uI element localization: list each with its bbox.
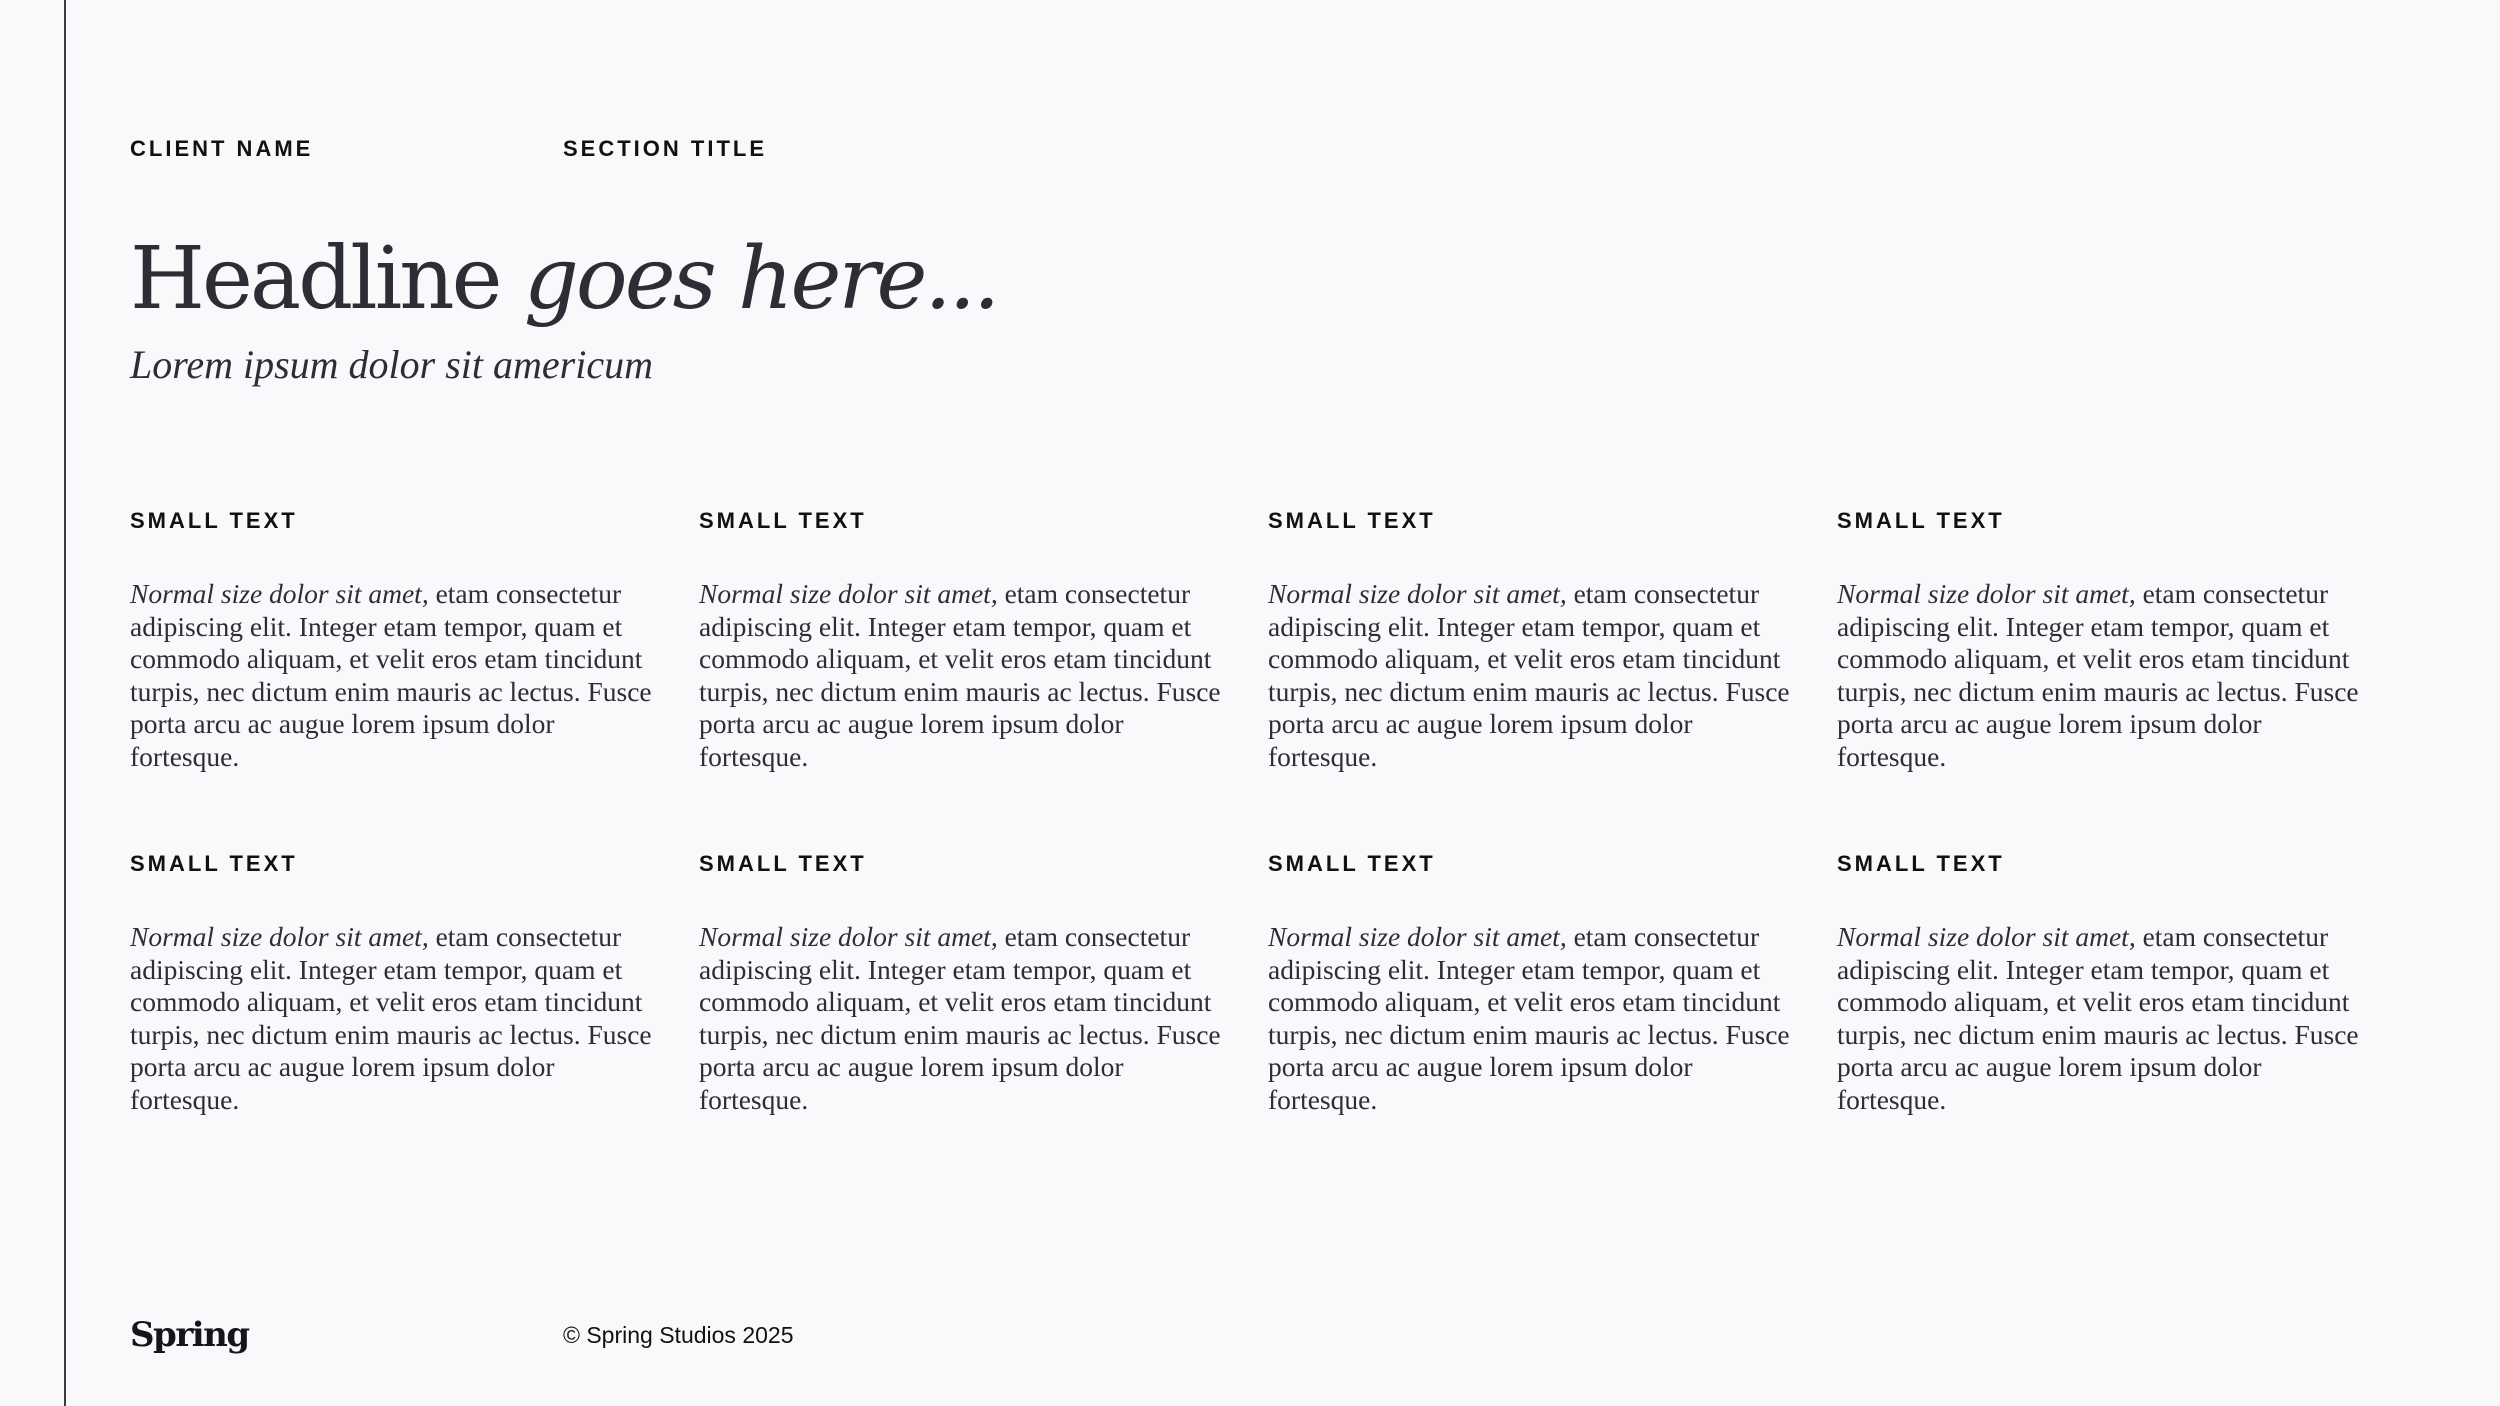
card-lead: Normal size dolor sit amet,: [699, 578, 998, 609]
card-body: [130, 921, 660, 1117]
card-label: SMALL TEXT: [130, 851, 298, 876]
text-card: [130, 849, 699, 1149]
card-body: [1268, 921, 1798, 1117]
card-lead: Normal size dolor sit amet,: [699, 921, 998, 952]
card-label: SMALL TEXT: [1268, 508, 1436, 533]
headline-regular: Headline: [130, 229, 524, 329]
card-lead: Normal size dolor sit amet,: [130, 578, 429, 609]
card-label: SMALL TEXT: [699, 851, 867, 876]
text-card: [699, 849, 1268, 1149]
headline: [130, 224, 997, 334]
client-name: CLIENT NAME: [130, 136, 314, 161]
card-text: etam consectetur adipiscing elit. Integer etam tempor, quam et commodo aliquam, et velit eros etam tincidunt turpis, nec dictum enim mauris ac lectus. Fusce porta arcu ac augue lorem ipsum dolor fortesque.: [130, 578, 652, 772]
card-label: SMALL TEXT: [1837, 851, 2005, 876]
subheadline: Lorem ipsum dolor sit americum: [130, 342, 653, 387]
card-lead: Normal size dolor sit amet,: [1268, 578, 1567, 609]
text-card: [1837, 849, 2370, 1149]
card-body: [130, 578, 660, 774]
headline-italic: goes here...: [523, 229, 998, 329]
text-card: [1268, 506, 1837, 849]
card-lead: Normal size dolor sit amet,: [1837, 578, 2136, 609]
left-vertical-rule: [64, 0, 66, 1406]
text-card: [1837, 506, 2370, 849]
card-text: etam consectetur adipiscing elit. Integer etam tempor, quam et commodo aliquam, et velit eros etam tincidunt turpis, nec dictum enim mauris ac lectus. Fusce porta arcu ac augue lorem ipsum dolor fortesque.: [130, 921, 652, 1115]
card-body: [1268, 578, 1798, 774]
card-body: [699, 578, 1229, 774]
section-title: SECTION TITLE: [563, 136, 767, 161]
card-text: etam consectetur adipiscing elit. Integer etam tempor, quam et commodo aliquam, et velit eros etam tincidunt turpis, nec dictum enim mauris ac lectus. Fusce porta arcu ac augue lorem ipsum dolor fortesque.: [1268, 578, 1790, 772]
card-text: etam consectetur adipiscing elit. Integer etam tempor, quam et commodo aliquam, et velit eros etam tincidunt turpis, nec dictum enim mauris ac lectus. Fusce porta arcu ac augue lorem ipsum dolor fortesque.: [1837, 921, 2359, 1115]
card-text: etam consectetur adipiscing elit. Integer etam tempor, quam et commodo aliquam, et velit eros etam tincidunt turpis, nec dictum enim mauris ac lectus. Fusce porta arcu ac augue lorem ipsum dolor fortesque.: [1837, 578, 2359, 772]
card-body: [1837, 921, 2367, 1117]
card-text: etam consectetur adipiscing elit. Integer etam tempor, quam et commodo aliquam, et velit eros etam tincidunt turpis, nec dictum enim mauris ac lectus. Fusce porta arcu ac augue lorem ipsum dolor fortesque.: [1268, 921, 1790, 1115]
card-lead: Normal size dolor sit amet,: [1268, 921, 1567, 952]
card-text: etam consectetur adipiscing elit. Integer etam tempor, quam et commodo aliquam, et velit eros etam tincidunt turpis, nec dictum enim mauris ac lectus. Fusce porta arcu ac augue lorem ipsum dolor fortesque.: [699, 578, 1221, 772]
card-label: SMALL TEXT: [130, 508, 298, 533]
card-lead: Normal size dolor sit amet,: [1837, 921, 2136, 952]
card-lead: Normal size dolor sit amet,: [130, 921, 429, 952]
card-label: SMALL TEXT: [699, 508, 867, 533]
text-card: [130, 506, 699, 849]
text-card-grid: [130, 506, 2370, 1149]
text-card: [699, 506, 1268, 849]
spring-logo: Spring: [130, 1315, 249, 1355]
card-text: etam consectetur adipiscing elit. Integer etam tempor, quam et commodo aliquam, et velit eros etam tincidunt turpis, nec dictum enim mauris ac lectus. Fusce porta arcu ac augue lorem ipsum dolor fortesque.: [699, 921, 1221, 1115]
card-body: [1837, 578, 2367, 774]
text-card: [1268, 849, 1837, 1149]
card-label: SMALL TEXT: [1837, 508, 2005, 533]
card-body: [699, 921, 1229, 1117]
copyright-text: © Spring Studios 2025: [563, 1322, 794, 1348]
card-label: SMALL TEXT: [1268, 851, 1436, 876]
